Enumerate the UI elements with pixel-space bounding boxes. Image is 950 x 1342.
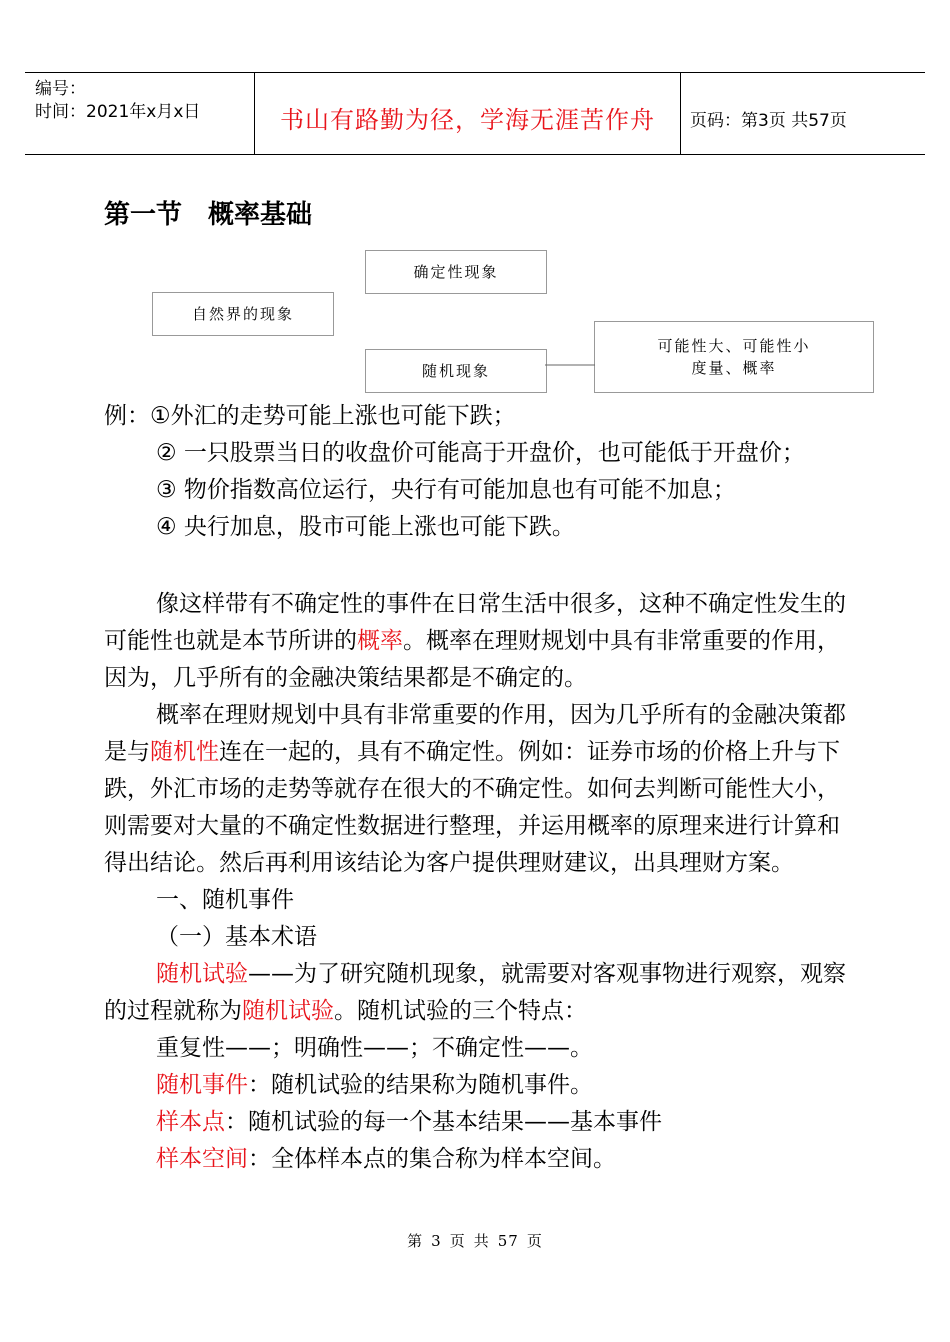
definition-random-event (104, 1067, 854, 1104)
diagram-node-label: 自然界的现象 (191, 305, 294, 323)
paragraph-1 (104, 586, 854, 697)
key-term: 概率 (357, 628, 403, 654)
header-top-rule (25, 72, 925, 73)
definition-text: ——为了研究随机现象，就需要对客观事物进行观察，观察的过程就称为 (104, 961, 846, 1024)
paragraph-text: 连在一起的，具有不确定性。例如：证券市场的价格上升与下跌，外汇市场的走势等就存在很大的不确定性。如何去判断可能性大小，则需要对大量的不确定性数据进行整理，并运用概率的原理来进行计算和得出结论。然后再利用该结论为客户提供理财建议，出具理财方案。 (104, 739, 840, 876)
content-block (104, 586, 854, 1178)
diagram-node-label: 可能性大、可能性小 (657, 337, 811, 355)
example-lead: 例： (104, 403, 150, 429)
key-term: 随机试验 (242, 998, 334, 1024)
time-label: 时间：2021年x月x日 (35, 102, 201, 122)
section-title: 第一节 概率基础 (104, 200, 313, 230)
footer-text: 共 (473, 1232, 490, 1250)
footer-text: 第 (407, 1232, 424, 1250)
number-label: 编号： (35, 79, 86, 99)
definition-random-trial (104, 956, 854, 1030)
page-footer (0, 1230, 950, 1251)
definition-text: ：随机试验的每一个基本结果——基本事件 (225, 1109, 662, 1135)
example-text: ①外汇的走势可能上涨也可能下跌； (150, 403, 516, 429)
definition-text: ：随机试验的结果称为随机事件。 (248, 1072, 593, 1098)
diagram-node-random (365, 349, 547, 393)
key-term: 样本空间 (156, 1146, 248, 1172)
diagram-node-label: 确定性现象 (413, 263, 499, 281)
paragraph-text: 概率在理财规划中具有非常重要的作用，因为几乎所有的金融决策都是与 (104, 702, 846, 765)
diagram-node-label: 随机现象 (421, 362, 490, 380)
key-term: 随机事件 (156, 1072, 248, 1098)
heading-basic-terms: （一）基本术语 (156, 924, 317, 950)
paragraph-text: 像这样带有不确定性的事件在日常生活中很多，这种不确定性发生的可能性也就是本节所讲的 (104, 591, 846, 654)
header-motto: 书山有路勤为径，学海无涯苦作舟 (280, 106, 655, 134)
example-3: ③ 物价指数高位运行，央行有可能加息也有可能不加息； (156, 477, 736, 503)
paragraph-2 (104, 697, 854, 882)
example-2: ② 一只股票当日的收盘价可能高于开盘价，也可能低于开盘价； (156, 440, 805, 466)
header-meta (35, 78, 200, 124)
footer-page-number: 3 (431, 1232, 442, 1250)
diagram-node-natural-phenomena (152, 292, 334, 336)
heading-random-events: 一、随机事件 (156, 887, 294, 913)
header-bottom-rule (25, 154, 925, 155)
examples-block (104, 398, 854, 546)
definition-text: ：全体样本点的集合称为样本空间。 (248, 1146, 616, 1172)
footer-total-pages: 57 (497, 1232, 519, 1250)
definition-sample-point (104, 1104, 854, 1141)
example-4: ④ 央行加息，股市可能上涨也可能下跌。 (156, 514, 575, 540)
diagram-node-deterministic (365, 250, 547, 294)
diagram-node-measure (594, 321, 874, 393)
example-1 (104, 398, 854, 435)
key-term: 随机试验 (156, 961, 248, 987)
diagram-connector (545, 355, 595, 375)
paragraph-text: 。概率在理财规划中具有非常重要的作用，因为，几乎所有的金融决策结果都是不确定的。 (104, 628, 840, 691)
footer-text: 页 (526, 1232, 543, 1250)
key-term: 随机性 (150, 739, 219, 765)
diagram-node-label: 度量、概率 (691, 359, 777, 377)
footer-text: 页 (449, 1232, 466, 1250)
key-term: 样本点 (156, 1109, 225, 1135)
trial-features: 重复性——；明确性——；不确定性——。 (156, 1035, 593, 1061)
header-page-info: 页码：第3页 共57页 (690, 111, 847, 131)
definition-text: 。随机试验的三个特点： (334, 998, 587, 1024)
header-divider-2 (680, 72, 681, 155)
definition-sample-space (104, 1141, 854, 1178)
